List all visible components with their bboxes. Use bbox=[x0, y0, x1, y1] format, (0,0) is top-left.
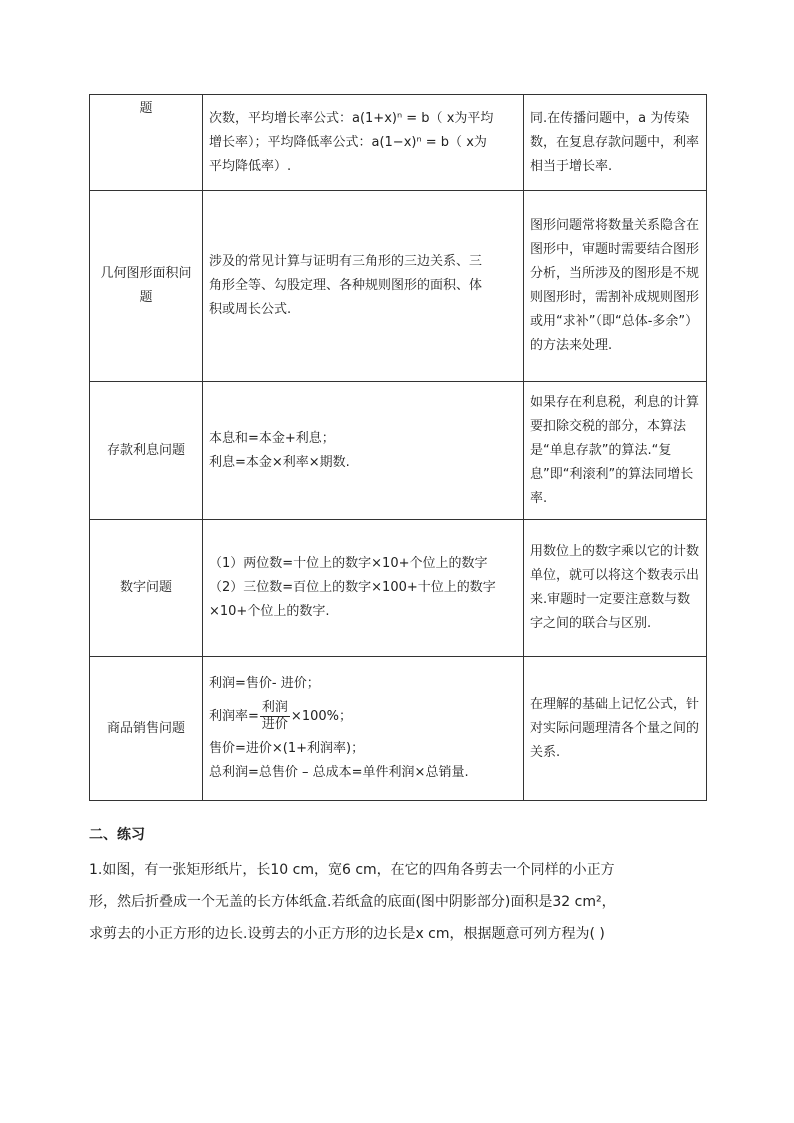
topic-cell: 几何图形面积问题 bbox=[90, 191, 203, 382]
section-title: 二、练习 bbox=[89, 827, 145, 843]
fraction-numerator: 利润 bbox=[261, 700, 288, 715]
content-line: 涉及的常见计算与证明有三角形的三边关系、三 bbox=[209, 254, 483, 269]
formula-suffix: ×100%； bbox=[290, 709, 352, 724]
fraction-denominator: 进价 bbox=[261, 717, 288, 732]
note-cell: 图形问题常将数量关系隐含在图形中，审题时需要结合图形分析，当所涉及的图形是不规则图形时，需割补成规则图形或用“求补”（即“总体-多余”）的方法来处理. bbox=[524, 191, 707, 382]
content-cell bbox=[203, 95, 524, 191]
fraction bbox=[260, 700, 290, 733]
profit-rate-formula bbox=[209, 700, 517, 733]
content-line: 本息和=本金+利息； bbox=[209, 430, 335, 446]
note-cell: 用数位上的数字乘以它的计数单位，就可以将这个数表示出来.审题时一定要注意数与数字之间的联合与区别. bbox=[524, 520, 707, 657]
content-cell bbox=[203, 657, 524, 801]
content-cell bbox=[203, 520, 524, 657]
content-line: 售价=进价×(1+利润率)； bbox=[209, 741, 365, 756]
content-line: 角形全等、勾股定理、各种规则图形的面积、体 bbox=[209, 278, 483, 293]
note-cell: 如果存在利息税，利息的计算要扣除交税的部分，本算法是“单息存款”的算法.“复息”即“利滚利”的算法同增长率. bbox=[524, 382, 707, 520]
note-cell: 在理解的基础上记忆公式，针对实际问题理清各个量之间的关系. bbox=[524, 657, 707, 801]
content-line: ×10+个位上的数字. bbox=[209, 604, 330, 619]
table-row bbox=[90, 382, 707, 520]
formula-prefix: 利润率= bbox=[209, 709, 259, 724]
content-cell bbox=[203, 191, 524, 382]
topic-cell: 存款利息问题 bbox=[90, 382, 203, 520]
table-row bbox=[90, 520, 707, 657]
content-line: 利息=本金×利率×期数. bbox=[209, 454, 350, 470]
content-line: （1）两位数=十位上的数字×10+个位上的数字 bbox=[209, 556, 488, 571]
content-line: 平均降低率）. bbox=[209, 158, 292, 174]
content-line: 增长率）；平均降低率公式：a(1−x)ⁿ = b（ x为 bbox=[209, 134, 487, 150]
content-line: 积或周长公式. bbox=[209, 302, 292, 317]
formula-summary-table bbox=[89, 94, 707, 801]
content-line: 次数，平均增长率公式：a(1+x)ⁿ = b（ x为平均 bbox=[209, 110, 494, 126]
content-line: 总利润=总售价 – 总成本=单件利润×总销量. bbox=[209, 765, 469, 780]
table-row bbox=[90, 191, 707, 382]
note-cell: 同.在传播问题中，a 为传染数，在复息存款问题中，利率相当于增长率. bbox=[524, 95, 707, 191]
topic-cell: 商品销售问题 bbox=[90, 657, 203, 801]
content-line: （2）三位数=百位上的数字×100+十位上的数字 bbox=[209, 580, 496, 595]
question-line: 形，然后折叠成一个无盖的长方体纸盒.若纸盒的底面(图中阴影部分)面积是32 cm²， bbox=[89, 894, 616, 910]
practice-question bbox=[89, 854, 705, 950]
question-line: 1.如图，有一张矩形纸片，长10 cm，宽6 cm，在它的四角各剪去一个同样的小正方 bbox=[89, 862, 615, 878]
table-row bbox=[90, 657, 707, 801]
topic-cell: 题 bbox=[90, 95, 203, 191]
table-row bbox=[90, 95, 707, 191]
content-cell bbox=[203, 382, 524, 520]
topic-cell: 数字问题 bbox=[90, 520, 203, 657]
question-line: 求剪去的小正方形的边长.设剪去的小正方形的边长是x cm，根据题意可列方程为( ) bbox=[89, 926, 605, 942]
content-line: 利润=售价- 进价； bbox=[209, 676, 320, 691]
